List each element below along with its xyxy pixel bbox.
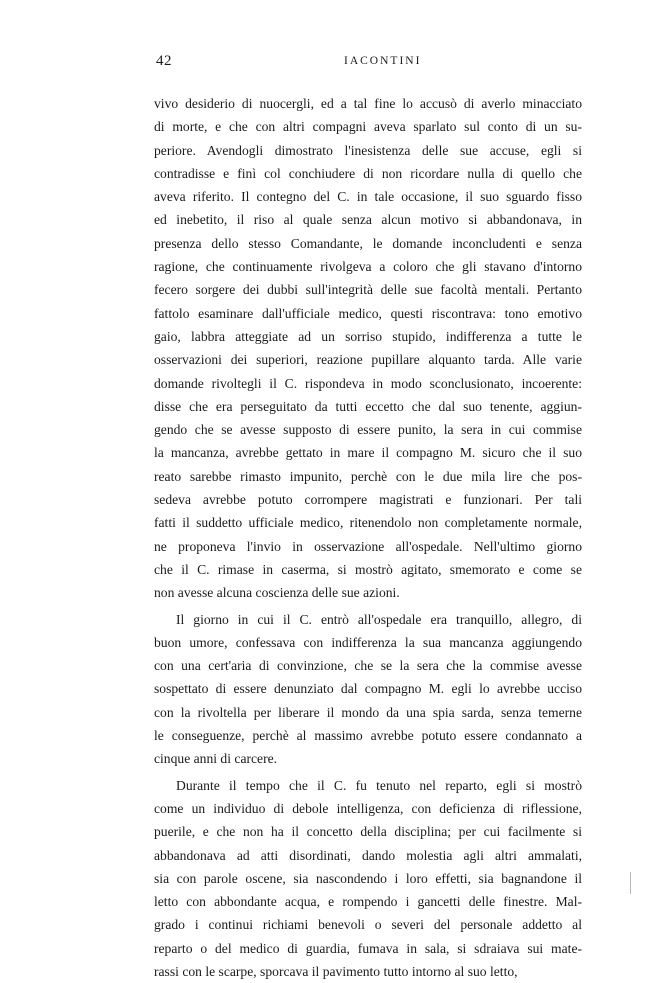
text-line: disse che era perseguitato da tutti eccetto che dal suo tenente, aggiun- xyxy=(154,398,582,414)
text-line: reato sarebbe rimasto impunito, perchè con le due mila lire che pos- xyxy=(154,468,582,484)
body-text xyxy=(154,92,582,983)
text-line: con la rivoltella per liberare il mondo da una spia sarda, senza temerne xyxy=(154,704,582,720)
text-line: contradisse e finì col conchiudere di non ricordare nulla di quello che xyxy=(154,165,582,181)
text-line: puerile, e che non ha il concetto della disciplina; per cui facilmente si xyxy=(154,824,582,840)
text-line: osservazioni dei superiori, reazione pupillare alquanto tarda. Alle varie xyxy=(154,352,582,368)
text-line: sedeva avrebbe potuto corrompere magistrati e funzionari. Per tali xyxy=(154,492,582,508)
text-line: ne proponeva l'invio in osservazione all'ospedale. Nell'ultimo giorno xyxy=(154,538,582,554)
text-line: aveva riferito. Il contegno del C. in tale occasione, il suo sguardo fisso xyxy=(154,189,582,205)
text-line: Durante il tempo che il C. fu tenuto nel reparto, egli si mostrò xyxy=(176,777,582,793)
text-line: fattolo esaminare dall'ufficiale medico, questi riscontrava: tono emotivo xyxy=(154,305,582,321)
text-line: presenza dello stesso Comandante, le domande inconcludenti e senza xyxy=(154,235,582,251)
text-line: gaio, labbra atteggiate ad un sorriso stupido, indifferenza a tutte le xyxy=(154,328,582,344)
running-head xyxy=(156,53,584,73)
text-line: gendo che se avesse supposto di essere punito, la sera in cui commise xyxy=(154,422,582,438)
page-number: 42 xyxy=(156,53,172,69)
text-line: cinque anni di carcere. xyxy=(154,751,278,767)
scan-edge-mark xyxy=(630,872,631,894)
text-line: sospettato di essere denunziato dal compagno M. egli lo avrebbe ucciso xyxy=(154,681,582,697)
text-line: buon umore, confessava con indifferenza la sua mancanza aggiungendo xyxy=(154,634,582,650)
paragraph xyxy=(154,608,582,771)
text-line: ragione, che continuamente rivolgeva a coloro che gli stavano d'intorno xyxy=(154,259,582,275)
text-line: reparto o del medico di guardia, fumava in sala, si sdraiava sui mate- xyxy=(154,940,582,956)
text-line: ed inebetito, il riso al quale senza alcun motivo si abbandonava, in xyxy=(154,212,582,228)
text-line: le conseguenze, perchè al massimo avrebbe potuto essere condannato a xyxy=(154,728,582,744)
paragraph xyxy=(154,774,582,983)
text-line: fatti il suddetto ufficiale medico, ritenendolo non completamente normale, xyxy=(154,515,582,531)
text-line: periore. Avendogli dimostrato l'inesistenza delle sue accuse, egli si xyxy=(154,142,582,158)
text-line: non avesse alcuna coscienza delle sue azioni. xyxy=(154,585,400,601)
text-line: fecero sorgere dei dubbi sull'integrità delle sue facoltà mentali. Pertanto xyxy=(154,282,582,298)
text-line: come un individuo di debole intelligenza, con deficienza di riflessione, xyxy=(154,800,582,816)
text-line: abbandonava ad atti disordinati, dando molestia agli altri ammalati, xyxy=(154,847,582,863)
text-line: che il C. rimase in caserma, si mostrò agitato, smemorato e come se xyxy=(154,561,582,577)
running-title: IACONTINI xyxy=(344,55,422,67)
paragraph xyxy=(154,92,582,605)
text-line: con una cert'aria di convinzione, che se la sera che la commise avesse xyxy=(154,658,582,674)
text-line: rassi con le scarpe, sporcava il pavimento tutto intorno al suo letto, xyxy=(154,963,518,979)
text-line: domande rivoltegli il C. rispondeva in modo sconclusionato, incoerente: xyxy=(154,375,582,391)
text-line: sia con parole oscene, sia nascondendo i loro effetti, sia bagnandone il xyxy=(154,870,582,886)
text-line: letto con abbondante acqua, e rompendo i gancetti delle finestre. Mal- xyxy=(154,894,582,910)
text-line: la mancanza, avrebbe gettato in mare il compagno M. sicuro che il suo xyxy=(154,445,582,461)
text-line: grado i continui richiami benevoli o severi del personale addetto al xyxy=(154,917,582,933)
text-line: di morte, e che con altri compagni aveva sparlato sul conto di un su- xyxy=(154,119,582,135)
text-line: Il giorno in cui il C. entrò all'ospedale era tranquillo, allegro, di xyxy=(176,611,582,627)
text-line: vivo desiderio di nuocergli, ed a tal fine lo accusò di averlo minacciato xyxy=(154,96,582,111)
